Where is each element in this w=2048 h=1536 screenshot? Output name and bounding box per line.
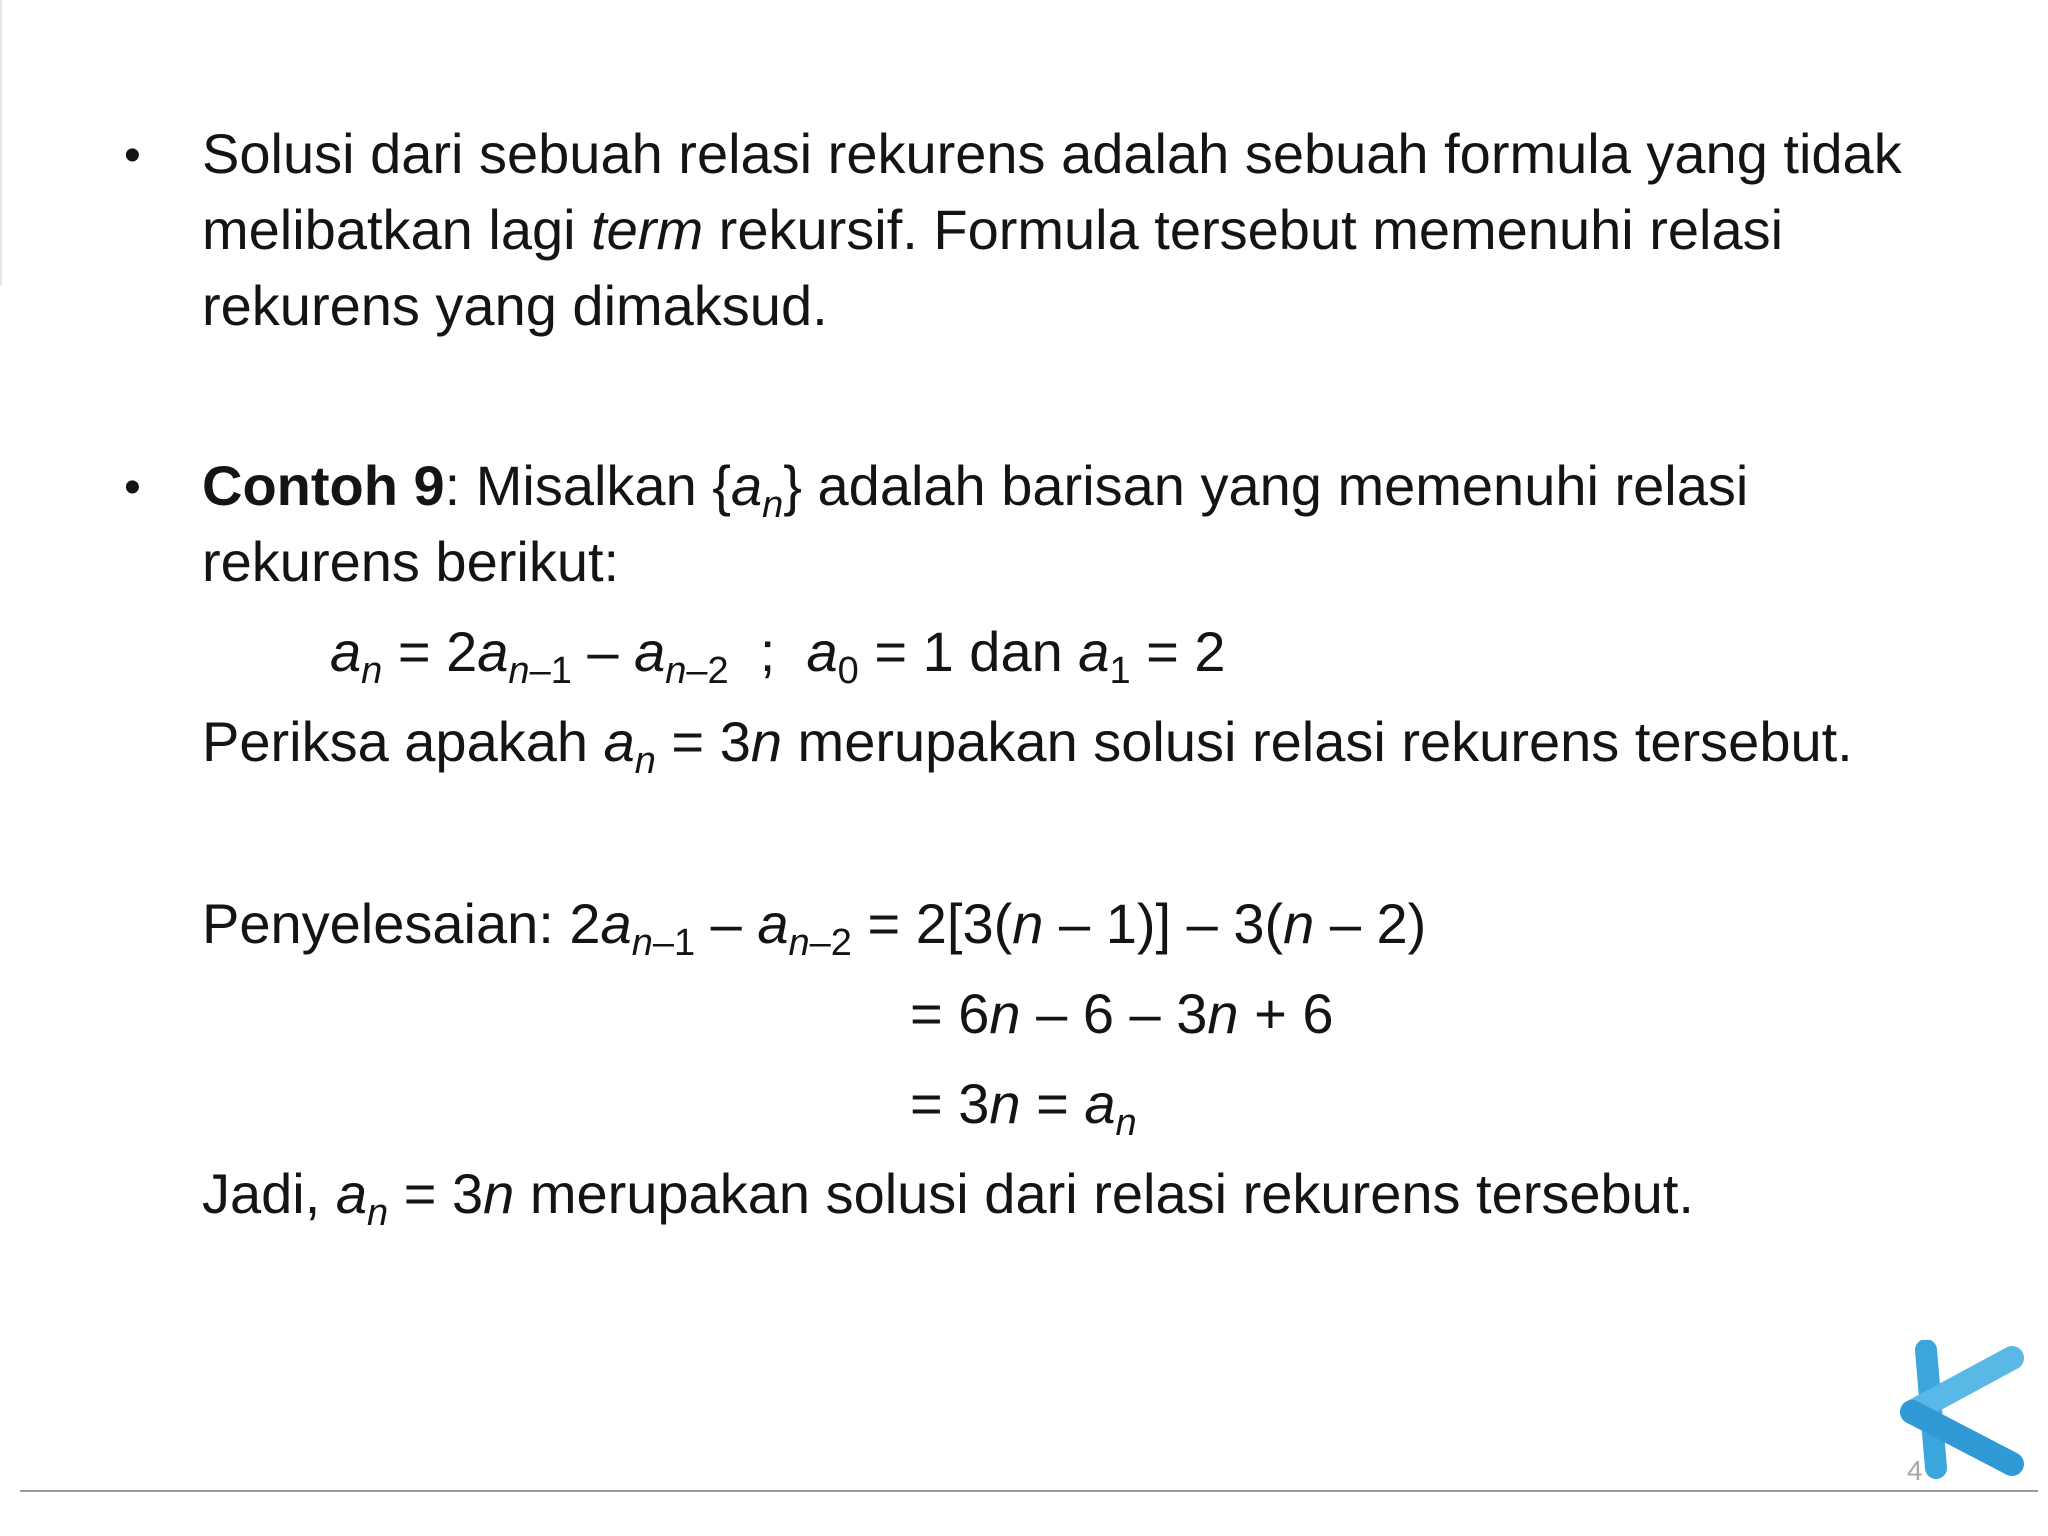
page-number: 4: [1907, 1455, 1923, 1486]
check-statement: Periksa apakah $a_n = 3n$ merupakan solusi relasi rekurens tersebut.: [202, 710, 1853, 783]
example-title-line: Contoh 9: Misalkan $\{a_n\}$ adalah barisan yang memenuhi relasi: [202, 454, 1749, 527]
example-line-2: [202, 530, 620, 593]
bullet-2: •: [124, 461, 141, 514]
term-italic: term: [591, 198, 704, 261]
paragraph-1-line-3: [202, 274, 828, 337]
example-intro: } adalah barisan yang memenuhi relasi: [783, 454, 1749, 517]
solution-line-2: = 6n – 6 – 3n + 6: [910, 982, 1334, 1045]
paragraph-1-line-1: [202, 122, 1902, 185]
example-intro: : Misalkan {: [444, 454, 731, 517]
example-text: rekurens berikut:: [202, 530, 620, 593]
paragraph-1-text: Solusi dari sebuah relasi rekurens adalah sebuah formula yang tidak: [202, 122, 1902, 185]
paragraph-1-text: rekursif. Formula tersebut memenuhi relasi: [703, 198, 1784, 261]
recurrence-formula: $a_n = 2a_{n-1} - a_{n-2}$ ; $a_0 = 1$ dan $a_1 = 2$: [330, 620, 1226, 693]
slide-left-edge: [0, 0, 2, 285]
solution-line-1: Penyelesaian: $2a_{n-1} - a_{n-2} = 2[3(n - 1)] - 3(n - 2)$: [202, 892, 1427, 965]
paragraph-1-text: melibatkan lagi: [202, 198, 592, 261]
bullet-1: •: [124, 129, 141, 182]
conclusion-text: Jadi,: [202, 1162, 336, 1225]
solution-label: Penyelesaian:: [202, 892, 570, 955]
conclusion-text: merupakan solusi dari relasi rekurens tersebut.: [514, 1162, 1694, 1225]
check-text: Periksa apakah: [202, 710, 604, 773]
check-text: = 3: [655, 710, 751, 773]
conclusion-text: = 3: [388, 1162, 484, 1225]
footer-divider: [20, 1490, 2038, 1492]
check-text: merupakan solusi relasi rekurens tersebut.: [782, 710, 1853, 773]
conclusion: Jadi, $a_n = 3n$ merupakan solusi dari relasi rekurens tersebut.: [202, 1162, 1694, 1235]
paragraph-1-line-2: [202, 198, 1784, 261]
paragraph-1-text: rekurens yang dimaksud.: [202, 274, 828, 337]
solution-line-3: = $3n = a_n$: [910, 1072, 1137, 1145]
example-title: Contoh 9: [202, 454, 445, 517]
